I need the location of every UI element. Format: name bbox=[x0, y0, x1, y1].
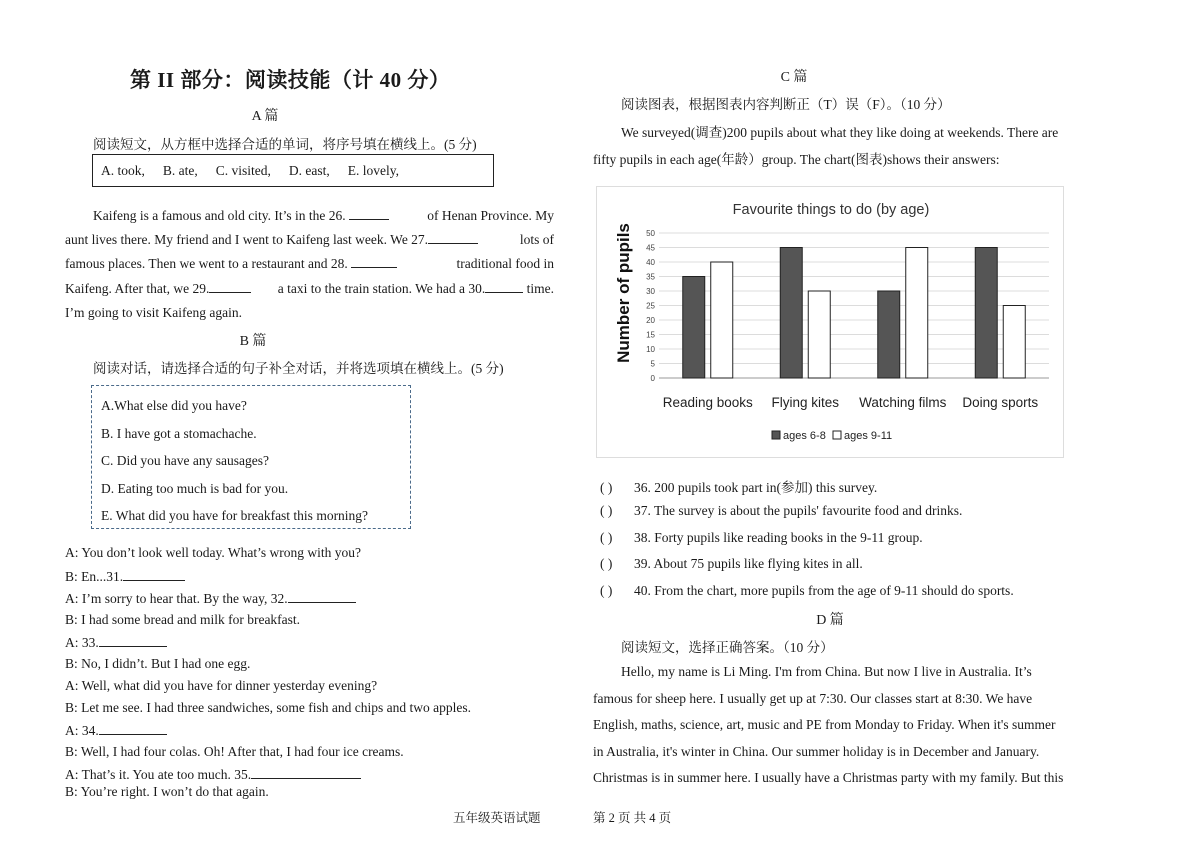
chart-bar bbox=[780, 248, 802, 379]
chart-title: Favourite things to do (by age) bbox=[732, 202, 930, 218]
dialogue-line-32: A: I’m sorry to hear that. By the way, 32. bbox=[65, 590, 356, 607]
chart-y-tick-label: 30 bbox=[646, 287, 655, 296]
passage-line: Christmas is in summer here. I usually have a Christmas party with my family. But this bbox=[593, 770, 1064, 785]
footer-page-info: 第 2 页 共 4 页 bbox=[593, 811, 672, 825]
passage-line: famous places. Then we went to a restaurant and 28. traditional food in bbox=[65, 256, 554, 272]
blank-30[interactable] bbox=[485, 280, 523, 293]
answer-paren-39[interactable]: ( ) bbox=[600, 556, 613, 571]
chart-legend-label: ages 9-11 bbox=[844, 430, 893, 442]
passage-line: Kaifeng is a famous and old city. It’s in the 26. of Henan Province. My bbox=[93, 208, 554, 223]
word-option-c: C. visited, bbox=[215, 162, 271, 178]
dialogue-line: A: Well, what did you have for dinner yesterday evening? bbox=[65, 678, 378, 693]
section-c-instruction: 阅读图表，根据图表内容判断正（T）误（F）。（10 分） bbox=[621, 97, 951, 112]
passage-line: famous for sheep here. I usually get up at 7:30. Our classes start at 8:30. We have bbox=[593, 690, 1033, 706]
blank-26[interactable] bbox=[349, 207, 389, 220]
question-40: ( ) 40. From the chart, more pupils from the age of 9-11 should do sports. bbox=[600, 583, 1014, 598]
answer-paren-40[interactable]: ( ) bbox=[600, 583, 613, 598]
dialogue-line-33: A: 33. bbox=[65, 634, 167, 651]
blank-32[interactable] bbox=[288, 590, 356, 603]
chart-x-tick-label: Flying kites bbox=[771, 395, 840, 410]
dialogue-line: B: Well, I had four colas. Oh! After that, I had four ice creams. bbox=[65, 744, 404, 759]
section-d-instruction: 阅读短文，选择正确答案。（10 分） bbox=[621, 640, 834, 655]
blank-27[interactable] bbox=[428, 231, 478, 244]
dialogue-line: B: I had some bread and milk for breakfast. bbox=[65, 612, 301, 627]
question-37: ( ) 37. The survey is about the pupils' favourite food and drinks. bbox=[600, 503, 963, 518]
dialogue-line: B: Let me see. I had three sandwiches, some fish and chips and two apples. bbox=[65, 700, 472, 715]
chart-y-tick-label: 45 bbox=[646, 243, 655, 253]
section-b-instruction: 阅读对话，请选择合适的句子补全对话，并将选项填在横线上。(5 分) bbox=[93, 361, 504, 376]
sentence-option-c: C. Did you have any sausages? bbox=[101, 453, 269, 468]
sentence-option-b: B. I have got a stomachache. bbox=[101, 426, 257, 441]
chart-y-tick-label: 35 bbox=[646, 272, 655, 282]
chart-legend bbox=[772, 430, 892, 442]
chart-bar bbox=[878, 291, 900, 378]
dialogue-line: A: You don’t look well today. What’s wrong with you? bbox=[65, 545, 361, 560]
passage-line: Kaifeng. After that, we 29. a taxi to the train station. We had a 30. time. bbox=[65, 280, 554, 296]
chart-x-tick-label: Doing sports bbox=[962, 395, 1039, 410]
passage-line: English, maths, science, art, music and PE from Monday to Friday. When it's summer bbox=[593, 717, 1056, 732]
chart-y-tick-label: 20 bbox=[646, 316, 655, 325]
section-c-heading: C 篇 bbox=[780, 70, 808, 85]
section-c-intro-line-1: We surveyed(调查)200 pupils about what they like doing at weekends. There are bbox=[621, 125, 1059, 140]
blank-34[interactable] bbox=[99, 722, 167, 735]
word-option-a: A. took, bbox=[101, 162, 145, 178]
section-d-passage bbox=[593, 659, 1081, 792]
word-option-e: E. lovely, bbox=[347, 162, 400, 178]
section-d-heading: D 篇 bbox=[816, 613, 844, 628]
dialogue-line: B: You’re right. I won’t do that again. bbox=[65, 784, 269, 799]
question-39: ( ) 39. About 75 pupils like flying kites in all. bbox=[600, 556, 863, 571]
answer-paren-36[interactable]: ( ) bbox=[600, 480, 613, 495]
blank-33[interactable] bbox=[99, 634, 167, 647]
section-a-instruction: 阅读短文，从方框中选择合适的单词，将序号填在横线上。(5 分) bbox=[93, 137, 477, 152]
sentence-option-a: A.What else did you have? bbox=[101, 398, 247, 413]
section-a-heading: A 篇 bbox=[251, 109, 279, 124]
chart-bar bbox=[683, 277, 705, 379]
chart-y-tick-label: 15 bbox=[646, 330, 655, 340]
word-option-b: B. ate, bbox=[162, 162, 198, 178]
bar-chart-svg bbox=[597, 187, 1063, 457]
chart-legend-label: ages 6-8 bbox=[783, 430, 826, 442]
passage-line: in Australia, it's winter in China. Our summer holiday is in December and January. bbox=[593, 743, 1040, 759]
chart-bars bbox=[683, 248, 1026, 379]
sentence-option-e: E. What did you have for breakfast this morning? bbox=[101, 508, 369, 523]
page-title: 第 II 部分：阅读技能（计 40 分） bbox=[130, 68, 451, 92]
section-c-intro-line-2: fifty pupils in each age(年龄）group. The chart(图表)shows their answers: bbox=[593, 152, 1000, 167]
word-options-box bbox=[92, 154, 494, 187]
chart-x-ticks bbox=[663, 395, 1039, 410]
sentence-options-box bbox=[91, 385, 411, 529]
chart-bar bbox=[808, 291, 830, 378]
dialogue-line-31: B: En...31. bbox=[65, 568, 185, 585]
chart-legend-swatch bbox=[833, 431, 841, 439]
dialogue-line-34: A: 34. bbox=[65, 722, 167, 739]
sentence-option-d: D. Eating too much is bad for you. bbox=[101, 481, 289, 496]
passage-line: aunt lives there. My friend and I went to Kaifeng last week. We 27. lots of bbox=[65, 232, 554, 248]
chart-x-tick-label: Reading books bbox=[662, 395, 753, 410]
question-36: ( ) 36. 200 pupils took part in(参加) this survey. bbox=[600, 480, 878, 495]
footer-exam-name: 五年级英语试题 bbox=[453, 811, 541, 825]
section-b-heading: B 篇 bbox=[239, 334, 267, 349]
chart-bar bbox=[906, 248, 928, 379]
chart-legend-swatch bbox=[772, 431, 780, 439]
chart-y-tick-label: 40 bbox=[646, 258, 655, 267]
blank-31[interactable] bbox=[123, 568, 185, 581]
chart-bar bbox=[711, 262, 733, 378]
chart-bar bbox=[1003, 306, 1025, 379]
chart-bar bbox=[975, 248, 997, 379]
answer-paren-37[interactable]: ( ) bbox=[600, 503, 613, 518]
answer-paren-38[interactable]: ( ) bbox=[600, 530, 613, 545]
blank-29[interactable] bbox=[209, 280, 251, 293]
blank-35[interactable] bbox=[251, 766, 361, 779]
chart-y-tick-label: 5 bbox=[650, 359, 655, 369]
dialogue-line-35: A: That’s it. You ate too much. 35. bbox=[65, 766, 361, 783]
chart-x-tick-label: Watching films bbox=[859, 395, 947, 410]
passage-line: Hello, my name is Li Ming. I'm from China. But now I live in Australia. It’s bbox=[621, 664, 1032, 679]
chart-y-tick-label: 10 bbox=[646, 345, 655, 354]
word-option-d: D. east, bbox=[288, 162, 330, 178]
blank-28[interactable] bbox=[351, 255, 397, 268]
bar-chart bbox=[596, 186, 1064, 458]
chart-y-tick-label: 0 bbox=[650, 374, 655, 383]
chart-y-tick-label: 50 bbox=[646, 229, 655, 238]
dialogue-line: B: No, I didn’t. But I had one egg. bbox=[65, 656, 251, 671]
section-a-passage bbox=[65, 204, 554, 325]
chart-y-tick-label: 25 bbox=[646, 301, 655, 311]
chart-y-ticks bbox=[646, 229, 655, 383]
passage-line: I’m going to visit Kaifeng again. bbox=[65, 304, 242, 320]
question-38: ( ) 38. Forty pupils like reading books in the 9-11 group. bbox=[600, 530, 923, 545]
chart-y-axis-label: Number of pupils bbox=[614, 223, 633, 363]
